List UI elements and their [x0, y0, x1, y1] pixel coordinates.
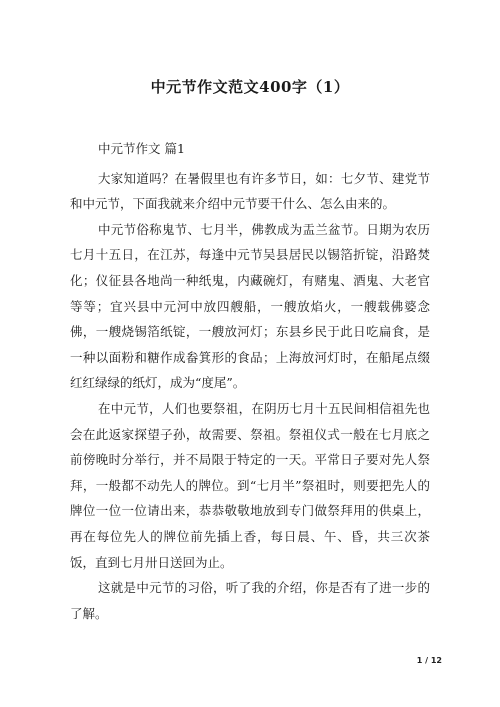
document-body [70, 136, 430, 626]
paragraph-1: 大家知道吗？在暑假里也有许多节日，如：七夕节、建党节和中元节，下面我就来介绍中元节要干什么、怎么由来的。 [70, 170, 430, 212]
document-title: 中元节作文范文400字（1） [150, 78, 350, 96]
paragraph-3: 在中元节，人们也要祭祖，在阴历七月十五民间相信祖先也会在此返家探望子孙，故需要、祭祖。祭祖仪式一般在七月底之前傍晚时分举行，并不局限于特定的一天。平常日子要对先人祭拜，一般都不动先人的牌位。到“七月半”祭祖时，则要把先人的牌位一位一位请出来，恭恭敬敬地放到专门做祭拜用的供桌上，再在每位先人的牌位前先插上香，每日晨、午、昏，共三次茶饭，直到七月卅日送回为止。 [70, 400, 430, 570]
page-number: 1 / 12 [416, 656, 442, 665]
paragraph-2: 中元节俗称鬼节、七月半，佛教成为盂兰盆节。日期为农历七月十五日，在江苏，每逢中元节吴县居民以锡箔折锭，沿路焚化；仪征县各地尚一种纸鬼，内藏碗灯，有赌鬼、酒鬼、大老官等等；宜兴县中元河中放四艘船，一艘放焰火，一艘载佛婆念佛，一艘烧锡箔纸锭，一艘放河灯；东县乡民于此日吃扁食，是一种以面粉和糖作成畚箕形的食品；上海放河灯时，在船尾点缀红红绿绿的纸灯，成为“度尾”。 [70, 221, 430, 391]
section-heading: 中元节作文 篇1 [98, 141, 185, 156]
paragraph-4: 这就是中元节的习俗，听了我的介绍，你是否有了进一步的了解。 [70, 580, 430, 621]
